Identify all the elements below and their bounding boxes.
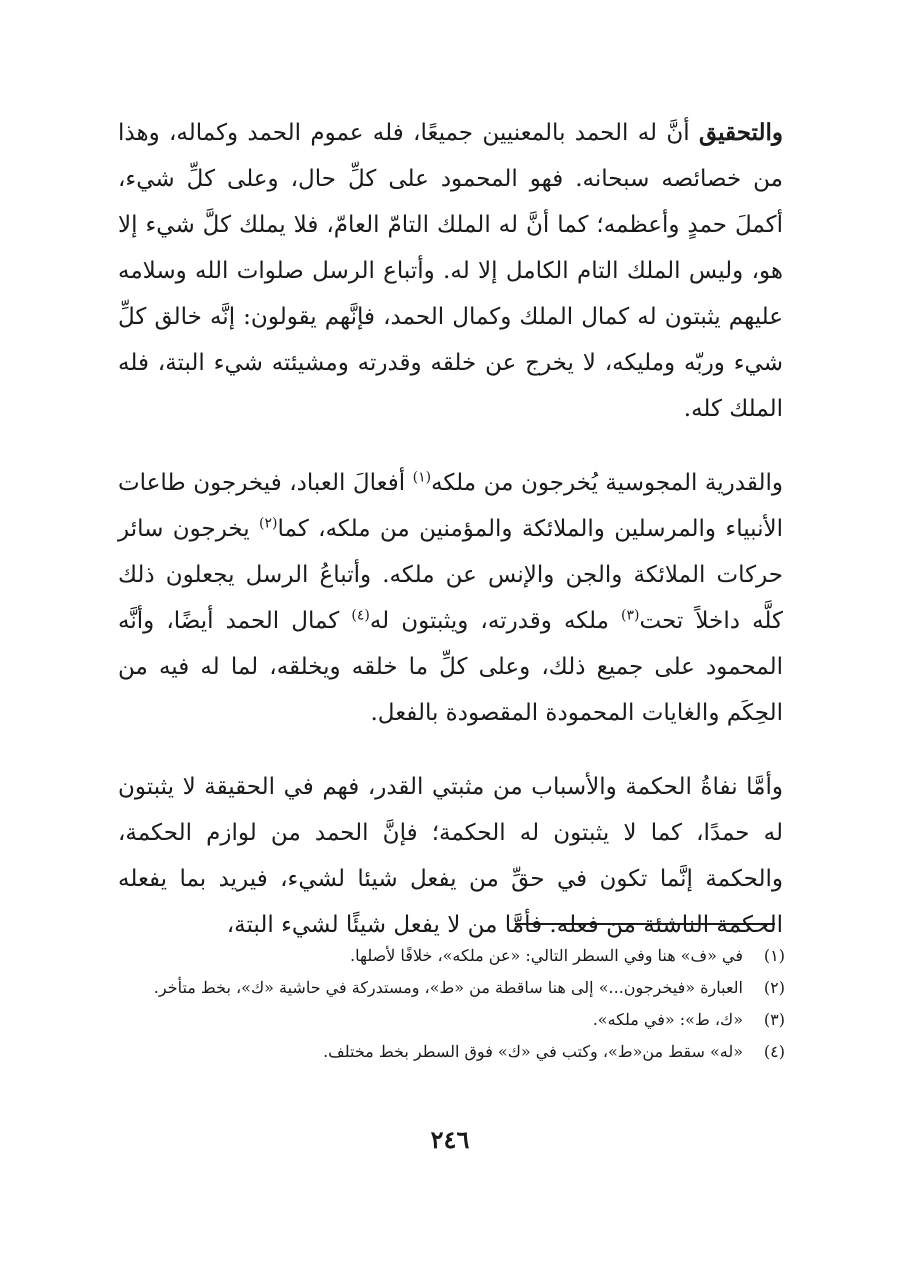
footnote-text: «له» سقط من«ط»، وكتب في «ك» فوق السطر بخط مختلف. (323, 1042, 743, 1061)
page-number: ٢٤٦ (430, 1125, 470, 1154)
paragraph-2-part-e: كمال الحمد أيضًا، وأنَّه المحمود على جميع ذلك، وعلى كلِّ ما خلقه ويخلقه، لما له فيه من الحِكَم والغايات المحمودة المقصودة بالفعل. (118, 608, 783, 726)
footnote-marker-1: (١) (412, 469, 432, 486)
footnote-marker-4: (٤) (351, 607, 370, 624)
footnotes (130, 940, 785, 1068)
footnote-3 (130, 1004, 785, 1036)
paragraph-2-part-a: والقدرية المجوسية يُخرجون من ملكه (431, 470, 783, 496)
paragraph-1 (118, 110, 783, 432)
paragraph-3 (118, 764, 783, 948)
footnote-2 (130, 972, 785, 1004)
footnote-text: «ك، ط»: «في ملكه». (592, 1010, 743, 1029)
main-text (118, 110, 783, 948)
footnote-number: (٣) (763, 1010, 785, 1029)
footnote-text: العبارة «فيخرجون...» إلى هنا ساقطة من «ط»، ومستدركة في حاشية «ك»، بخط متأخر. (153, 978, 743, 997)
footnote-number: (١) (763, 946, 785, 965)
lead-word: والتحقيق (698, 119, 783, 146)
paragraph-3-text: وأمَّا نفاةُ الحكمة والأسباب من مثبتي القدر، فهم في الحقيقة لا يثبتون له حمدًا، كما لا يثبتون له الحكمة؛ فإنَّ الحمد من لوازم الحكمة، والحكمة إنَّما تكون في حقِّ من يفعل شيئا لشيء، فيريد بما يفعله الحكمة الناشئة من فعله. فأمَّا من لا يفعل شيئًا لشيء البتة، (118, 774, 783, 938)
footnote-1 (130, 940, 785, 972)
footnote-number: (٤) (763, 1042, 785, 1061)
footnote-text: في «ف» هنا وفي السطر التالي: «عن ملكه»، خلافًا لأصلها. (350, 946, 743, 965)
footnote-number: (٢) (763, 978, 785, 997)
footnote-marker-3: (٣) (621, 607, 640, 624)
footnote-4 (130, 1036, 785, 1068)
footnote-marker-2: (٢) (259, 515, 278, 532)
footnote-divider (515, 923, 775, 925)
paragraph-2-part-b: أفعالَ العباد، فيخرجون طاعات الأنبياء والمرسلين والملائكة والمؤمنين من ملكه، كما (118, 470, 783, 542)
paragraph-2 (118, 460, 783, 736)
paragraph-2-part-d: ملكه وقدرته، ويثبتون له (369, 608, 622, 634)
paragraph-2-part-c: يخرجون سائر حركات الملائكة والجن والإنس عن ملكه. وأتباعُ الرسل يجعلون ذلك كلَّه داخلاً تحت (118, 516, 783, 634)
paragraph-1-text: أنَّ له الحمد بالمعنيين جميعًا، فله عموم الحمد وكماله، وهذا من خصائصه سبحانه. فهو المحمود على كلِّ حال، وعلى كلِّ شيء، أكملَ حمدٍ وأعظمه؛ كما أنَّ له الملك التامّ العامّ، فلا يملك كلَّ شيء إلا هو، وليس الملك التام الكامل إلا له. وأتباع الرسل صلوات الله وسلامه عليهم يثبتون له كمال الملك وكمال الحمد، فإنَّهم يقولون: إنَّه خالق كلِّ شيء وربّه ومليكه، لا يخرج عن خلقه وقدرته ومشيئته شيء البتة، فله الملك كله. (118, 120, 783, 422)
